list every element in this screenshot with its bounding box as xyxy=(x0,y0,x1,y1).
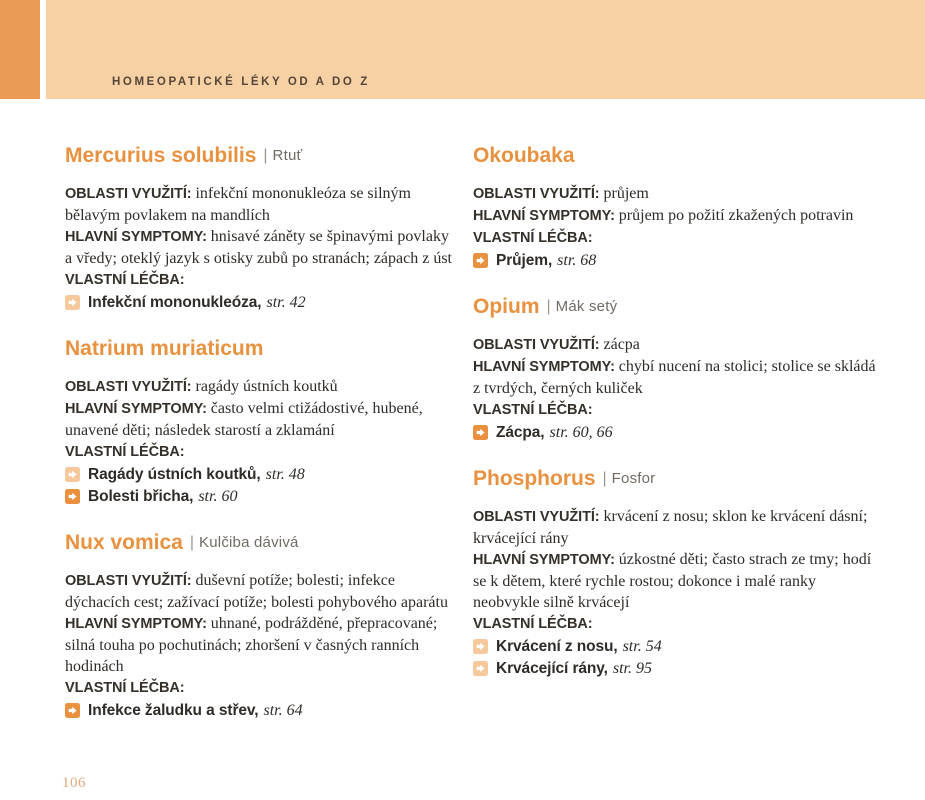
corner-accent-block xyxy=(0,0,40,99)
arrow-right-icon xyxy=(65,295,80,310)
treatment-reference xyxy=(473,422,881,443)
remedy-entry xyxy=(65,144,457,313)
remedy-latin-name: Okoubaka xyxy=(473,144,575,167)
treatment-reference xyxy=(65,292,457,313)
running-head-title: HOMEOPATICKÉ LÉKY OD A DO Z xyxy=(112,76,370,88)
treatment-reference xyxy=(473,636,881,657)
section-label: OBLASTI VYUŽITÍ: xyxy=(65,186,192,202)
treatment-reference xyxy=(473,250,881,271)
reference-page: str. 68 xyxy=(557,251,597,269)
arrow-right-icon xyxy=(473,661,488,676)
section-label: OBLASTI VYUŽITÍ: xyxy=(473,509,600,525)
section-label: VLASTNÍ LÉČBA: xyxy=(473,616,593,632)
remedy-czech-name: Rtuť xyxy=(272,147,303,164)
section-label: HLAVNÍ SYMPTOMY: xyxy=(473,359,615,375)
reference-page: str. 54 xyxy=(622,637,662,655)
section-label: VLASTNÍ LÉČBA: xyxy=(65,444,185,460)
remedy-latin-name: Mercurius solubilis xyxy=(65,144,257,167)
section-text: často velmi ctižádostivé, hubené, unavené děti; následek starostí a zklamání xyxy=(65,400,423,439)
name-separator: | xyxy=(546,298,551,315)
remedy-czech-name: Mák setý xyxy=(555,298,618,315)
reference-page: str. 64 xyxy=(263,701,303,719)
section-text: zácpa xyxy=(603,336,640,353)
arrow-right-icon xyxy=(65,489,80,504)
remedy-section xyxy=(473,227,881,249)
treatment-reference xyxy=(473,658,881,679)
section-text: úzkostné děti; často strach ze tmy; hodí se k dětem, které rychle rostou; dokonce i malé ranky neobvykle silně krvácejí xyxy=(473,551,872,611)
header-band xyxy=(46,0,925,99)
remedy-entry xyxy=(473,144,881,271)
arrow-icon-box xyxy=(473,661,488,676)
arrow-icon-box xyxy=(65,467,80,482)
section-label: VLASTNÍ LÉČBA: xyxy=(473,230,593,246)
remedy-section xyxy=(473,356,881,399)
remedy-section xyxy=(473,183,881,205)
remedy-entry xyxy=(473,467,881,679)
section-label: HLAVNÍ SYMPTOMY: xyxy=(65,616,207,632)
reference-title: Krvácení z nosu, xyxy=(496,637,618,655)
remedy-entry xyxy=(65,531,457,721)
treatment-reference xyxy=(65,464,457,485)
remedy-section xyxy=(65,441,457,463)
reference-page: str. 60 xyxy=(198,487,238,505)
name-separator: | xyxy=(602,470,607,487)
reference-page: str. 95 xyxy=(612,659,652,677)
reference-title: Bolesti břicha, xyxy=(88,487,194,505)
left-column xyxy=(65,144,457,745)
remedy-entry xyxy=(473,295,881,443)
remedy-heading xyxy=(473,144,881,168)
reference-page: str. 42 xyxy=(266,293,306,311)
remedy-czech-name: Kulčiba dávivá xyxy=(199,534,299,551)
section-text: průjem po požití zkažených potravin xyxy=(618,207,854,224)
name-separator: | xyxy=(263,147,268,164)
remedy-section xyxy=(473,399,881,421)
arrow-right-icon xyxy=(473,425,488,440)
arrow-icon-box xyxy=(473,253,488,268)
section-label: VLASTNÍ LÉČBA: xyxy=(473,402,593,418)
arrow-right-icon xyxy=(473,253,488,268)
reference-page: str. 48 xyxy=(265,465,305,483)
remedy-heading xyxy=(65,531,457,555)
remedy-latin-name: Nux vomica xyxy=(65,531,183,554)
arrow-icon-box xyxy=(65,703,80,718)
section-text: krvácení z nosu; sklon ke krvácení dásní; krvácející rány xyxy=(473,508,868,547)
arrow-right-icon xyxy=(65,703,80,718)
arrow-right-icon xyxy=(65,467,80,482)
section-text: uhnané, podrážděné, přepracované; silná touha po pochutinách; zhoršení v časných ranních hodinách xyxy=(65,615,438,675)
remedy-section xyxy=(473,613,881,635)
remedy-entry xyxy=(65,337,457,507)
section-text: ragády ústních koutků xyxy=(195,378,338,395)
section-label: HLAVNÍ SYMPTOMY: xyxy=(473,552,615,568)
remedy-latin-name: Phosphorus xyxy=(473,467,596,490)
remedy-czech-name: Fosfor xyxy=(611,470,656,487)
remedy-section xyxy=(65,398,457,441)
section-label: VLASTNÍ LÉČBA: xyxy=(65,680,185,696)
name-separator: | xyxy=(189,534,195,551)
remedy-section xyxy=(473,506,881,549)
remedy-section xyxy=(65,183,457,226)
remedy-heading xyxy=(473,295,881,319)
reference-title: Průjem, xyxy=(496,251,553,269)
remedy-section xyxy=(65,570,457,613)
section-text: průjem xyxy=(603,185,649,202)
arrow-icon-box xyxy=(65,489,80,504)
section-text: infekční mononukleóza se silným bělavým povlakem na mandlích xyxy=(65,185,411,224)
remedy-section xyxy=(473,549,881,613)
reference-title: Krvácející rány, xyxy=(496,659,608,677)
arrow-icon-box xyxy=(473,425,488,440)
remedy-section xyxy=(65,269,457,291)
section-text: chybí nucení na stolici; stolice se skládá z tvrdých, černých kuliček xyxy=(473,358,876,397)
section-label: HLAVNÍ SYMPTOMY: xyxy=(65,401,207,417)
remedy-section xyxy=(473,205,881,227)
section-text: duševní potíže; bolesti; infekce dýchacích cest; zažívací potíže; bolesti pohybového aparátu xyxy=(65,572,448,611)
section-label: HLAVNÍ SYMPTOMY: xyxy=(473,208,615,224)
remedy-heading xyxy=(65,144,457,168)
reference-title: Zácpa, xyxy=(496,423,545,441)
remedy-heading xyxy=(473,467,881,491)
remedy-section xyxy=(65,376,457,398)
section-label: OBLASTI VYUŽITÍ: xyxy=(473,186,600,202)
remedy-section xyxy=(473,334,881,356)
section-label: OBLASTI VYUŽITÍ: xyxy=(65,573,192,589)
section-label: VLASTNÍ LÉČBA: xyxy=(65,272,185,288)
section-label: HLAVNÍ SYMPTOMY: xyxy=(65,229,207,245)
reference-title: Ragády ústních koutků, xyxy=(88,465,261,483)
treatment-reference xyxy=(65,700,457,721)
reference-title: Infekce žaludku a střev, xyxy=(88,701,259,719)
section-label: OBLASTI VYUŽITÍ: xyxy=(473,337,600,353)
right-column xyxy=(473,144,881,703)
arrow-icon-box xyxy=(473,639,488,654)
section-label: OBLASTI VYUŽITÍ: xyxy=(65,379,192,395)
reference-page: str. 60, 66 xyxy=(549,423,613,441)
remedy-section xyxy=(65,613,457,677)
remedy-latin-name: Natrium muriaticum xyxy=(65,337,264,360)
arrow-right-icon xyxy=(473,639,488,654)
remedy-section xyxy=(65,677,457,699)
remedy-section xyxy=(65,226,457,269)
treatment-reference xyxy=(65,486,457,507)
remedy-heading xyxy=(65,337,457,361)
arrow-icon-box xyxy=(65,295,80,310)
reference-title: Infekční mononukleóza, xyxy=(88,293,262,311)
remedy-latin-name: Opium xyxy=(473,295,540,318)
section-text: hnisavé záněty se špinavými povlaky a vředy; oteklý jazyk s otisky zubů po stranách; zápach z úst xyxy=(65,228,452,267)
page-number: 106 xyxy=(62,775,86,791)
